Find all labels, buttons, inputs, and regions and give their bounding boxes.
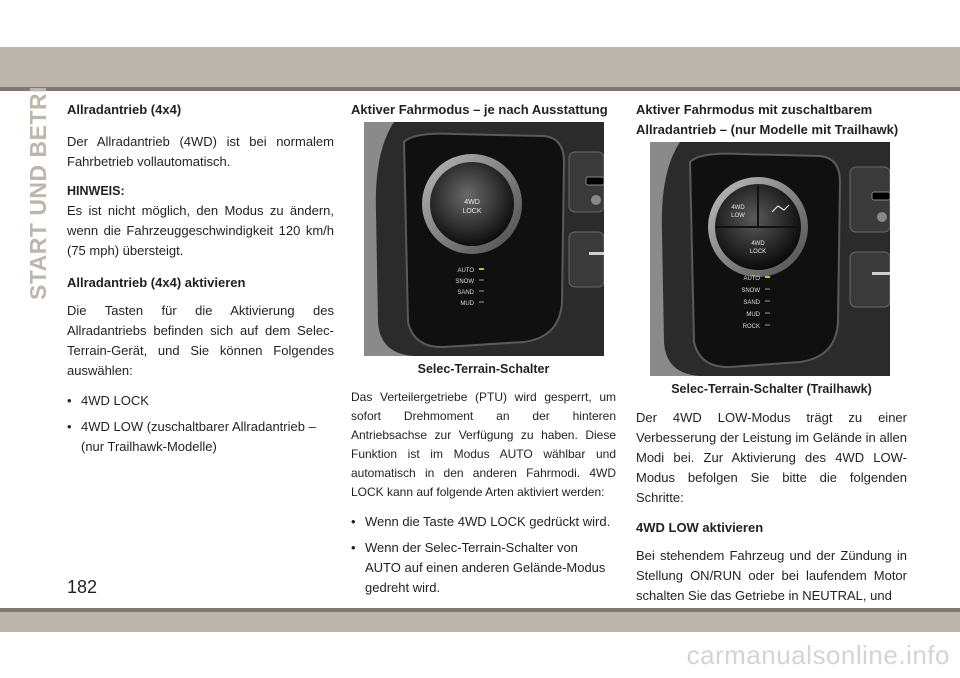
paragraph-ptu: Das Verteilergetriebe (PTU) wird gesperrt, um sofort Drehmoment an der hinteren Antriebsachse zur Verfügung zu haben. Diese Funktion ist im Modus AUTO wählbar und automatisch in den anderen Fahrmodi. 4WD LOCK kann auf folgende Arten aktiviert werden: — [351, 390, 616, 499]
button-label-lock: LOCK — [462, 208, 482, 215]
mode-label: ROCK — [742, 324, 760, 330]
selec-terrain-illustration — [364, 122, 604, 356]
heading-allradantrieb: Allradantrieb (4x4) — [67, 102, 182, 117]
figure-caption: Selec-Terrain-Schalter — [417, 362, 550, 376]
mode-label: SAND — [457, 290, 474, 296]
header-rule — [0, 87, 960, 91]
button-label-lock: LOCK — [749, 249, 767, 255]
selection-list — [67, 391, 334, 457]
paragraph-tasten: Die Tasten für die Aktivierung des Allradantriebs befinden sich auf dem Selec-Terrain-Gerät, und Sie können Folgendes auswählen: — [67, 303, 334, 378]
heading-trailhawk: Aktiver Fahrmodus mit zuschaltbarem Allradantrieb – (nur Modelle mit Trailhawk) — [636, 102, 899, 137]
heading-4wd-low-aktivieren: 4WD LOW aktivieren — [636, 520, 764, 535]
paragraph-4wd-low: Der 4WD LOW-Modus trägt zu einer Verbesserung der Leistung im Gelände in allen Modi bei. Zur Aktivierung des 4WD LOW-Modus befolgen Sie bitte die folgenden Schritte: — [636, 410, 907, 505]
list-item: • 4WD LOW (zuschaltbarer Allradantrieb – (nur Trailhawk-Modelle) — [67, 419, 316, 454]
mode-label: MUD — [460, 301, 474, 307]
note-text: Es ist nicht möglich, den Modus zu ändern, wenn die Fahrzeuggeschwindigkeit 120 km/h (75 mph) übersteigt. — [67, 203, 334, 258]
section-title: START UND BETRIEB — [25, 52, 51, 300]
button-label-4wd-lock: 4WD — [751, 241, 765, 247]
paragraph-intro: Der Allradantrieb (4WD) ist bei normalem Fahrbetrieb vollautomatisch. — [67, 134, 334, 169]
page-number: 182 — [67, 577, 98, 597]
selec-terrain-photo — [364, 122, 604, 356]
heading-aktiver-fahrmodus: Aktiver Fahrmodus – je nach Ausstattung — [351, 102, 608, 117]
column-1 — [67, 100, 334, 467]
heading-aktivieren: Allradantrieb (4x4) aktivieren — [67, 275, 246, 290]
section-side-tab — [25, 52, 51, 300]
list-item: • Wenn die Taste 4WD LOCK gedrückt wird. — [351, 514, 611, 529]
column-2 — [351, 100, 616, 608]
button-label-4wd-low: 4WD — [731, 205, 745, 211]
button-label-low: LOW — [731, 213, 745, 219]
figure-caption: Selec-Terrain-Schalter (Trailhawk) — [671, 382, 872, 396]
mode-label: SNOW — [455, 279, 474, 285]
selec-terrain-trailhawk-photo — [650, 142, 890, 376]
activation-list — [351, 512, 616, 598]
mode-label: AUTO — [743, 276, 760, 282]
header-band — [0, 47, 960, 87]
mode-label: AUTO — [457, 268, 474, 274]
column-3 — [636, 100, 907, 616]
note-label: HINWEIS: — [67, 184, 125, 198]
paragraph-steps: Bei stehendem Fahrzeug und der Zündung in Stellung ON/RUN oder bei laufendem Motor schalten Sie das Getriebe in NEUTRAL, und — [636, 548, 907, 603]
mode-label: MUD — [746, 312, 760, 318]
button-label-4wd: 4WD — [464, 199, 480, 206]
list-item: • 4WD LOCK — [67, 393, 149, 408]
watermark: carmanualsonline.info — [686, 640, 950, 670]
mode-label: SNOW — [741, 288, 760, 294]
footer-band — [0, 612, 960, 632]
list-item: • Wenn der Selec-Terrain-Schalter von AUTO auf einen anderen Gelände-Modus gedreht wird. — [351, 540, 606, 595]
selec-terrain-trailhawk-illustration — [650, 142, 890, 376]
mode-label: SAND — [743, 300, 760, 306]
